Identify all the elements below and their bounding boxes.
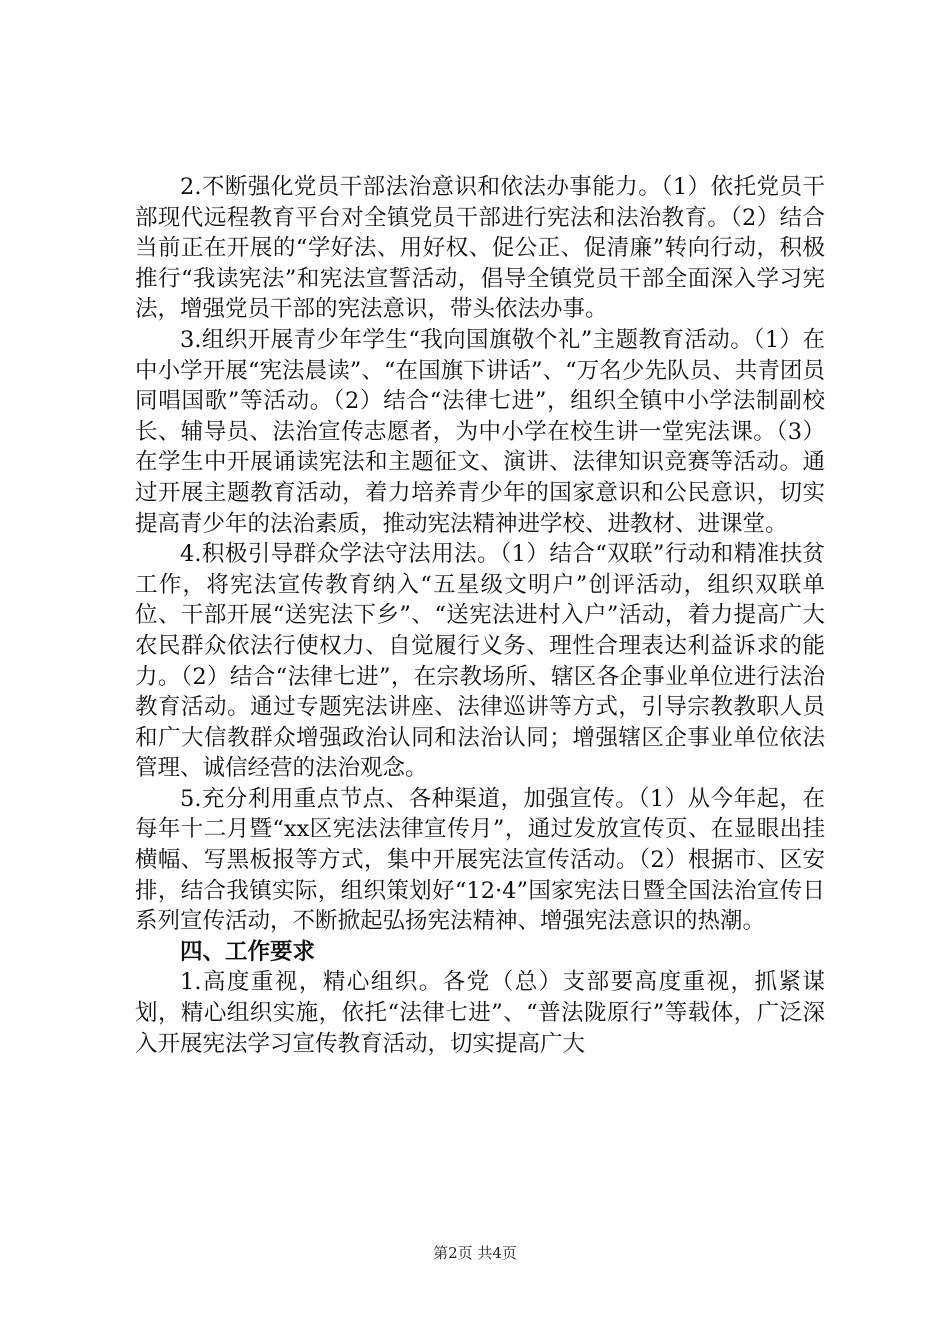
section-heading: 四、工作要求 <box>180 938 316 965</box>
paragraph-item-4: 4.积极引导群众学法守法用法。（1）结合“双联”行动和精准扶贫工作，将宪法宣传教育纳入“五星级文明户”创评活动，组织双联单位、干部开展“送宪法下乡”、“送宪法进村入户”活动，着力提高广大农民群众依法行使权力、自觉履行义务、理性合理表达利益诉求的能力。（2）结合“法律七进”，在宗教场所、辖区各企事业单位进行法治教育活动。通过专题宪法讲座、法律巡讲等方式，引导宗教教职人员和广大信教群众增强政治认同和法治认同；增强辖区企事业单位依法管理、诚信经营的法治观念。 <box>135 541 825 782</box>
page-number-footer: 第2页 共4页 <box>433 1244 517 1262</box>
paragraph-item-2: 2.不断强化党员干部法治意识和依法办事能力。（1）依托党员干部现代远程教育平台对全镇党员干部进行宪法和法治教育。（2）结合当前正在开展的“学好法、用好权、促公正、促清廉”转向行动，积极推行“我读宪法”和宪法宣誓活动，倡导全镇党员干部全面深入学习宪法，增强党员干部的宪法意识，带头依法办事。 <box>135 174 825 323</box>
paragraph-requirement-1: 1.高度重视，精心组织。各党（总）支部要高度重视，抓紧谋划，精心组织实施，依托“法律七进”、“普法陇原行”等载体，广泛深入开展宪法学习宣传教育活动，切实提高广大 <box>135 969 825 1057</box>
paragraph-item-3: 3.组织开展青少年学生“我向国旗敬个礼”主题教育活动。（1）在中小学开展“宪法晨读”、“在国旗下讲话”、“万名少先队员、共青团员同唱国歌”等活动。（2）结合“法律七进”，组织全镇中小学法制副校长、辅导员、法治宣传志愿者，为中小学在校生讲一堂宪法课。（3）在学生中开展诵读宪法和主题征文、演讲、法律知识竞赛等活动。通过开展主题教育活动，着力培养青少年的国家意识和公民意识，切实提高青少年的法治素质，推动宪法精神进学校、进教材、进课堂。 <box>135 326 825 537</box>
document-body <box>135 172 825 1059</box>
paragraph-item-5: 5.充分利用重点节点、各种渠道，加强宣传。（1）从今年起，在每年十二月暨“xx区宪法法律宣传月”，通过发放宣传页、在显眼出挂横幅、写黑板报等方式，集中开展宪法宣传活动。（2）根据市、区安排，结合我镇实际，组织策划好“12·4”国家宪法日暨全国法治宣传日系列宣传活动，不断掀起弘扬宪法精神、增强宪法意识的热潮。 <box>135 785 825 935</box>
